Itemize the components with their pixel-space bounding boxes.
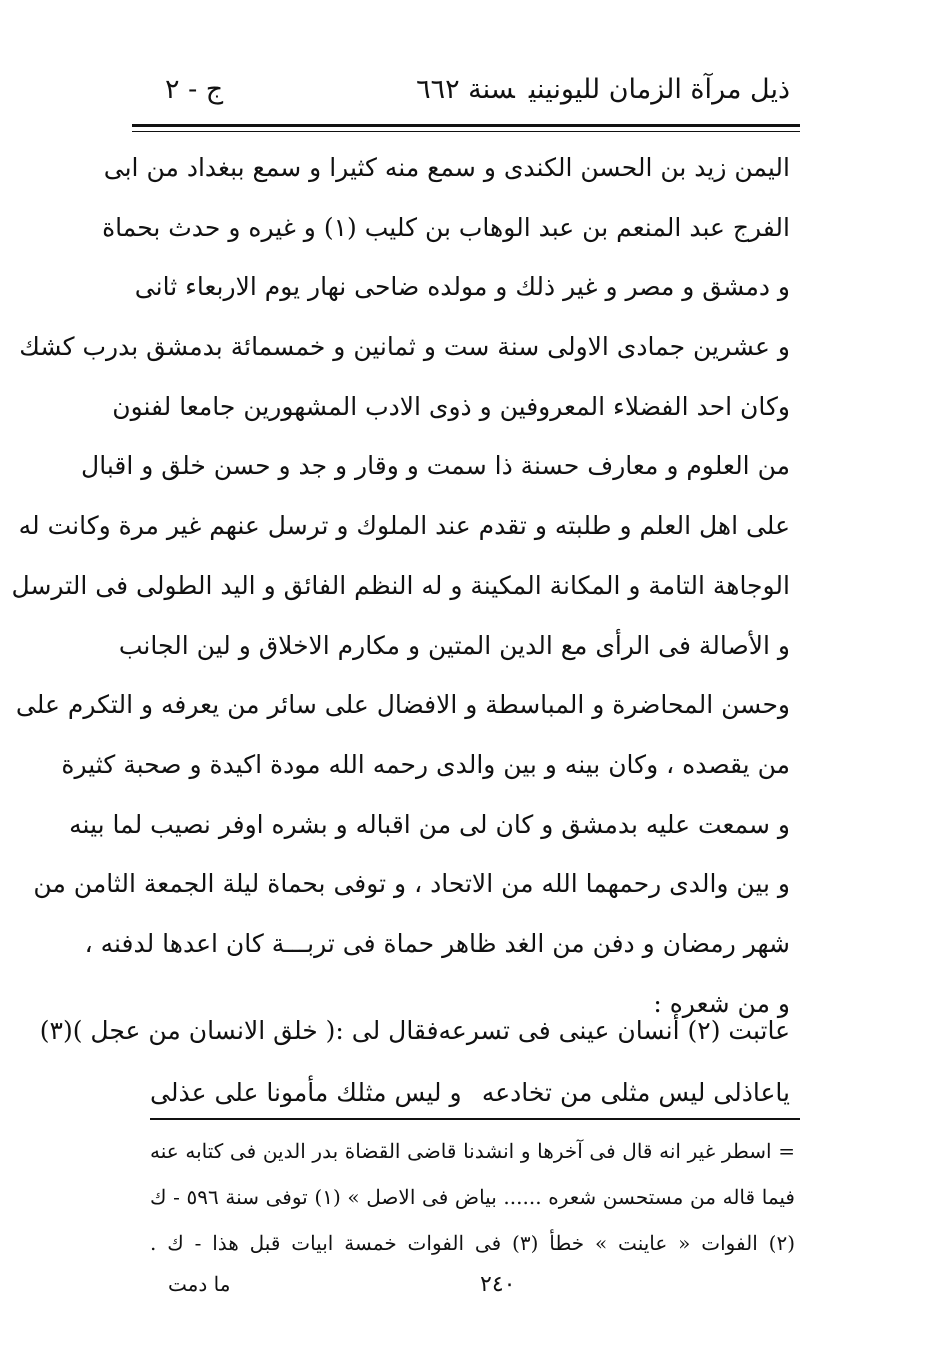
running-header [145,70,790,120]
page-number: ٢٤٠ [480,1272,516,1297]
text-line: و سمعت عليه بدمشق و كان لى من اقباله و بشره اوفر نصيب لما بينه [69,809,790,839]
footnotes [150,1128,795,1266]
text-line: شهر رمضان و دفن من الغد ظاهر حماة فى تربـــة كان اعدها لدفنه ، [84,928,790,958]
part-number: ج - ٢ [165,74,224,105]
text-line: و الأصالة فى الرأى مع الدين المتين و مكارم الاخلاق و لين الجانب [118,630,790,660]
footnote-line: = اسطر غير انه قال فى آخرها و انشدنا قاضى القضاة بدر الدين فى كتابه عنه [150,1139,795,1163]
poem [39,1000,790,1124]
catchword: ما دمت [168,1272,231,1296]
poem-verse [39,1000,790,1062]
footnote-line: (٢) الفوات « عاينت » خطأ (٣) فى الفوات خمسة ابيات قبل هذا - ك . [150,1231,796,1255]
text-line: من يقصده ، وكان بينه و بين والدى رحمه الله مودة اكيدة و صحبة كثيرة [61,749,790,779]
text-line: اليمن زيد بن الحسن الكندى و سمع منه كثيرا و سمع ببغداد من ابى [103,153,790,182]
text-line: وكان احد الفضلاء المعروفين و ذوى الادب المشهورين جامعا لفنون [112,391,790,421]
book-title: ذيل مرآة الزمان لليونيني [528,74,790,105]
text-line: و من شعره : [653,988,790,1018]
verse-second-hemistich: و ليس مثلك مأمونا على عذلى [150,1078,462,1107]
text-line: و عشرين جمادى الاولى سنة ست و ثمانين و خمسمائة بدمشق بدرب كشك [19,332,790,362]
text-line: الفرج عبد المنعم بن عبد الوهاب بن كليب (١) و غيره و حدث بحماة [102,212,790,242]
footnote-rule [150,1118,800,1120]
footnote-line: فيما قاله من مستحسن شعره ...... بياض فى الاصل » (١) توفى سنة ٥٩٦ - ك [150,1185,795,1209]
text-line: و دمشق و مصر و غير ذلك و مولده ضاحى نهار يوم الاربعاء ثانى [134,272,790,302]
text-line: وحسن المحاضرة و المباسطة و الافضال على سائر من يعرفه و التكرم على [15,690,790,720]
verse-first-hemistich: عاتبت (٢) أنسان عينى فى تسرعه [438,1016,790,1045]
text-line: الوجاهة التامة و المكانة المكينة و له النظم الفائق و اليد الطولى فى الترسل [11,570,790,600]
poem-verse [150,1062,790,1124]
text-line: و بين والدى رحمهما الله من الاتحاد ، و توفى بحماة ليلة الجمعة الثامن من [33,869,790,899]
verse-second-hemistich: فقال لى :( خلق الانسان من عجل )(٣) [39,1016,439,1045]
text-line: من العلوم و معارف حسنة ذا سمت و وقار و جد و حسن خلق و اقبال [81,451,790,481]
text-line: على اهل العلم و طلبته و تقدم عند الملوك و ترسل عنهم غير مرة وكانت له [18,511,790,541]
running-title [416,74,790,105]
year-label: سنة ٦٦٢ [416,74,515,105]
verse-first-hemistich: ياعاذلى ليس مثلى من تخادعه [481,1078,790,1107]
header-rule-thin [132,131,800,132]
header-rule [132,124,800,127]
